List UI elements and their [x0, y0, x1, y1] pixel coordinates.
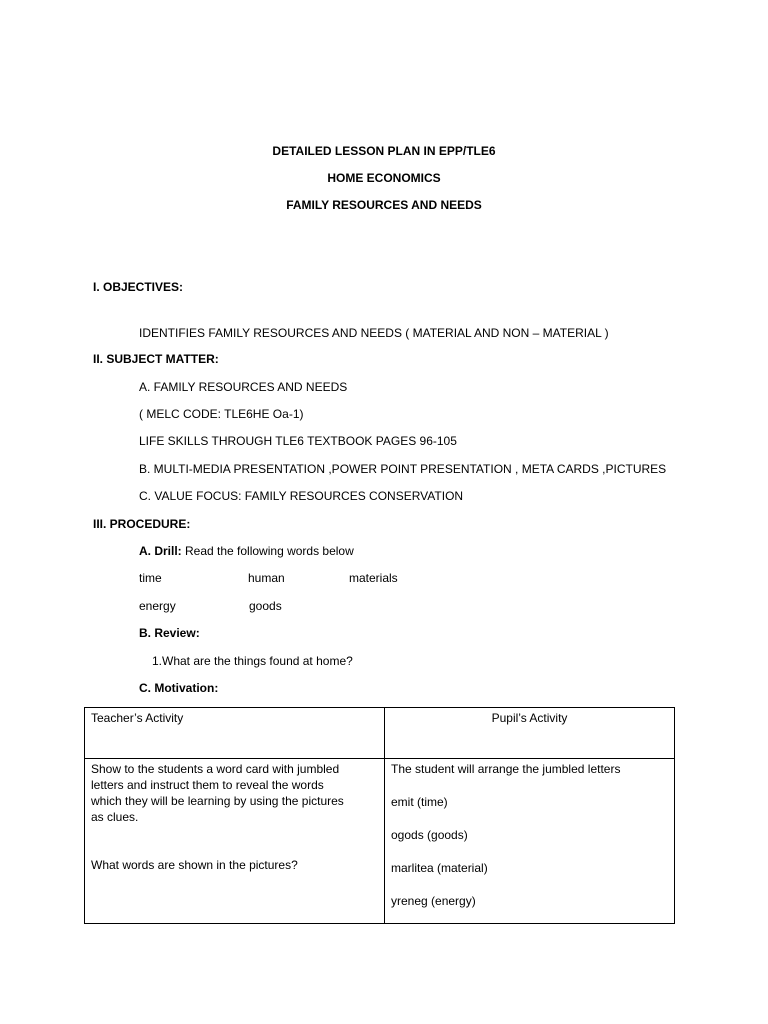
- procedure-heading: III. PROCEDURE:: [93, 517, 191, 531]
- objective-item: IDENTIFIES FAMILY RESOURCES AND NEEDS ( MATERIAL AND NON – MATERIAL ): [139, 326, 609, 340]
- pupil-answer: yreneg (energy): [391, 894, 476, 908]
- activity-table: [84, 707, 675, 924]
- teacher-instruction-line: letters and instruct them to reveal the words: [91, 778, 324, 792]
- melc-code: ( MELC CODE: TLE6HE Oa-1): [139, 407, 304, 421]
- pupil-activity-cell: [385, 759, 675, 924]
- header-teacher-activity: Teacher’s Activity: [85, 708, 385, 759]
- teacher-activity-cell: [85, 759, 385, 924]
- subject-matter-c: C. VALUE FOCUS: FAMILY RESOURCES CONSERVATION: [139, 489, 464, 503]
- table-header-row: [85, 708, 675, 759]
- review-label: B. Review:: [139, 626, 200, 640]
- doc-subtitle: HOME ECONOMICS: [327, 171, 441, 185]
- pupil-answer: emit (time): [391, 795, 448, 809]
- teacher-instruction-line: Show to the students a word card with jumbled: [91, 762, 340, 776]
- motivation-label: C. Motivation:: [139, 681, 219, 695]
- pupil-answer: marlitea (material): [391, 861, 488, 875]
- pupil-instruction: The student will arrange the jumbled letters: [391, 762, 621, 776]
- subject-matter-heading: II. SUBJECT MATTER:: [93, 352, 219, 366]
- teacher-instruction-line: which they will be learning by using the pictures: [91, 794, 344, 808]
- objectives-heading: I. OBJECTIVES:: [93, 280, 184, 294]
- drill-word: materials: [349, 571, 398, 585]
- review-question: 1.What are the things found at home?: [152, 654, 353, 668]
- drill-text: Read the following words below: [181, 544, 354, 558]
- header-pupil-activity: Pupil’s Activity: [385, 708, 675, 759]
- doc-title: DETAILED LESSON PLAN IN EPP/TLE6: [272, 144, 496, 158]
- teacher-question: What words are shown in the pictures?: [91, 858, 298, 872]
- drill-label: A. Drill:: [139, 544, 182, 558]
- drill-word: goods: [249, 599, 282, 613]
- drill-word: human: [248, 571, 285, 585]
- subject-matter-b: B. MULTI-MEDIA PRESENTATION ,POWER POINT PRESENTATION , META CARDS ,PICTURES: [139, 462, 667, 476]
- teacher-instruction-line: as clues.: [91, 810, 139, 824]
- drill-line: [139, 544, 354, 559]
- table-row: [85, 759, 675, 924]
- pupil-answer: ogods (goods): [391, 828, 468, 842]
- drill-word: time: [139, 571, 162, 585]
- doc-topic: FAMILY RESOURCES AND NEEDS: [286, 198, 482, 212]
- drill-word: energy: [139, 599, 176, 613]
- subject-matter-a: A. FAMILY RESOURCES AND NEEDS: [139, 380, 348, 394]
- textbook-reference: LIFE SKILLS THROUGH TLE6 TEXTBOOK PAGES 96-105: [139, 434, 457, 448]
